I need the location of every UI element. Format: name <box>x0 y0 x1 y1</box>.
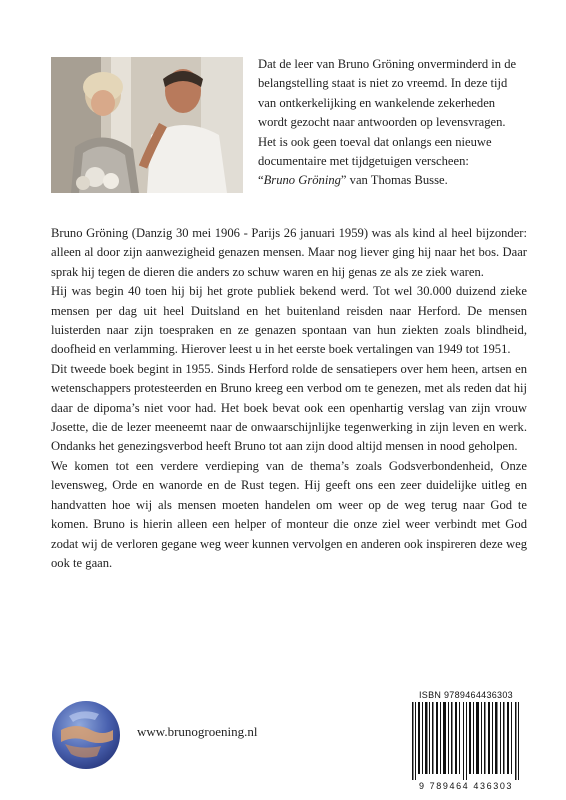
intro-line: documentaire met tijdgetuigen verscheen: <box>258 154 469 169</box>
intro-line: belangstelling staat is niet zo vreemd. In deze tijd <box>258 76 508 91</box>
photo-image <box>51 57 243 193</box>
barcode <box>410 690 522 792</box>
back-cover-text <box>51 224 527 573</box>
website-link[interactable]: www.brunogroening.nl <box>137 724 258 739</box>
barcode-bars <box>410 702 522 780</box>
globe-logo-icon <box>51 700 121 770</box>
documentary-author: ” van Thomas Busse. <box>340 173 448 188</box>
documentary-title: Bruno Gröning <box>263 173 341 188</box>
cover-photo <box>51 57 243 193</box>
isbn-label: ISBN 9789464436303 <box>419 690 513 700</box>
intro-line: wordt gezocht naar antwoorden op levensvragen. <box>258 115 506 130</box>
intro-line: van ontkerkelijking en wankelende zekerheden <box>258 95 496 110</box>
intro-line: Dat de leer van Bruno Gröning onverminderd in de <box>258 57 517 71</box>
open-quote: “ <box>258 173 264 188</box>
intro-last-line <box>258 171 526 190</box>
paragraph-4: We komen tot een verdere verdieping van de thema’s zoals Godsverbondenheid, Onze levensweg, Orde en wanorde en de Rust tegen. Hij geeft ons een zeer duidelijke uitleg en handvatten hoe wij als mensen moeten handelen om weer op de weg terug naar God te komen. Bruno is hierin alleen een helper of monteur die onze ziel weer verbindt met God zodat wij de verloren gegane weg weer kunnen vervolgen en anderen ook inspireren deze weg ook te gaan. <box>51 458 527 570</box>
paragraph-2: Hij was begin 40 toen hij bij het grote publiek bekend werd. Tot wel 30.000 duizend zieke mensen per dag uit heel Duitsland en het buitenland reisden naar Herford. De mensen luisterden naar zijn toespraken en ze genazen spontaan van hun ziekten zoals blindheid, doofheid en verlamming. Hierover leest u in het eerste boek vertalingen van 1949 tot 1951. <box>51 284 527 357</box>
intro-line: Het is ook geen toeval dat onlangs een nieuwe <box>258 134 492 149</box>
paragraph-1: Bruno Gröning (Danzig 30 mei 1906 - Parijs 26 januari 1959) was als kind al heel bijzonder: alleen al door zijn aanwezigheid genazen mensen. Maar nog liever ging hij naar het bos. Daar sprak hij tegen de dieren die anders zo schuw waren en hij genas ze als ze ziek waren. <box>51 226 527 279</box>
paragraph-3: Dit tweede boek begint in 1955. Sinds Herford rolde de sensatiepers over hem heen, artsen en wetenschappers protesteerden en Bruno kreeg een verbod om te genezen, met als reden dat hij daar de dipoma’s niet voor had. Het boek bevat ook een openhartig verslag van zijn vrouw Josette, die de lezer meeneemt naar de onwaarschijnlijke tegenwerking in zijn leven en werk. Ondanks het genezingsverbod heeft Bruno tot aan zijn dood altijd mensen in nood geholpen. <box>51 361 527 454</box>
barcode-number: 9 789464 436303 <box>418 781 514 791</box>
intro-text <box>258 55 526 191</box>
